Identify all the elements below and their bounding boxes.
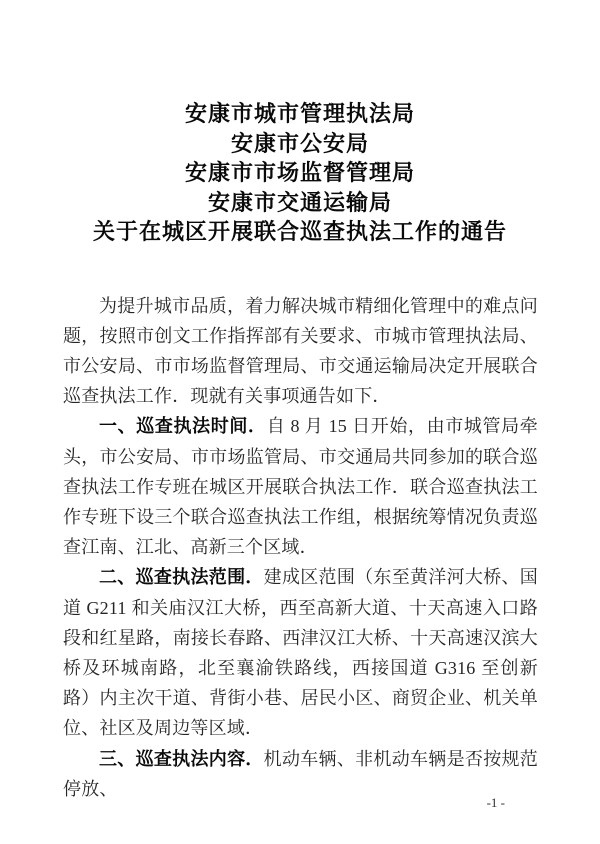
section-heading: 三、巡查执法内容． — [99, 748, 264, 769]
document-title-line: 安康市公安局 — [230, 130, 369, 156]
section-paragraph — [63, 562, 538, 743]
document-title-line: 安康市交通运输局 — [207, 189, 392, 215]
page-number: -1 - — [486, 795, 505, 810]
section-text: 自 8 月 15 日开始，由市城管局牵头，市公安局、市市场监管局、市交通局共同参加的联合巡查执法工作专班在城区开展联合执法工作．联合巡查执法工作专班下设三个联合巡查执法工作组，根据统筹情况负责巡查江南、江北、高新三个区域． — [63, 416, 538, 558]
document-title-line: 安康市城市管理执法局 — [184, 101, 415, 126]
section-text: 机动车辆、非机动车辆是否按规范停放、 — [63, 748, 538, 799]
section-heading: 二、巡查执法范围． — [99, 567, 264, 588]
intro-paragraph: 为提升城市品质，着力解决城市精细化管理中的难点问题，按照市创文工作指挥部有关要求、市城市管理执法局、市公安局、市市场监督管理局、市交通运输局决定开展联合巡查执法工作．现就有关事项通告如下． — [63, 295, 538, 407]
section-text: 建成区范围（东至黄洋河大桥、国道 G211 和关庙汉江大桥，西至高新大道、十天高速入口路段和红星路，南接长春路、西津汉江大桥、十天高速汉滨大桥及环城南路，北至襄渝铁路线，西接国道 G316 至创新路）内主次干道、背街小巷、居民小区、商贸企业、机关单位、社区及周边等区域． — [63, 567, 538, 739]
section-heading: 一、巡查执法时间． — [99, 416, 267, 437]
document-title-block — [0, 0, 600, 247]
document-title-line: 关于在城区开展联合巡查执法工作的通告 — [92, 219, 507, 244]
document-body — [63, 291, 538, 804]
section-paragraph — [63, 411, 538, 562]
section-paragraph — [63, 744, 538, 804]
document-title-line: 安康市市场监督管理局 — [184, 160, 415, 185]
